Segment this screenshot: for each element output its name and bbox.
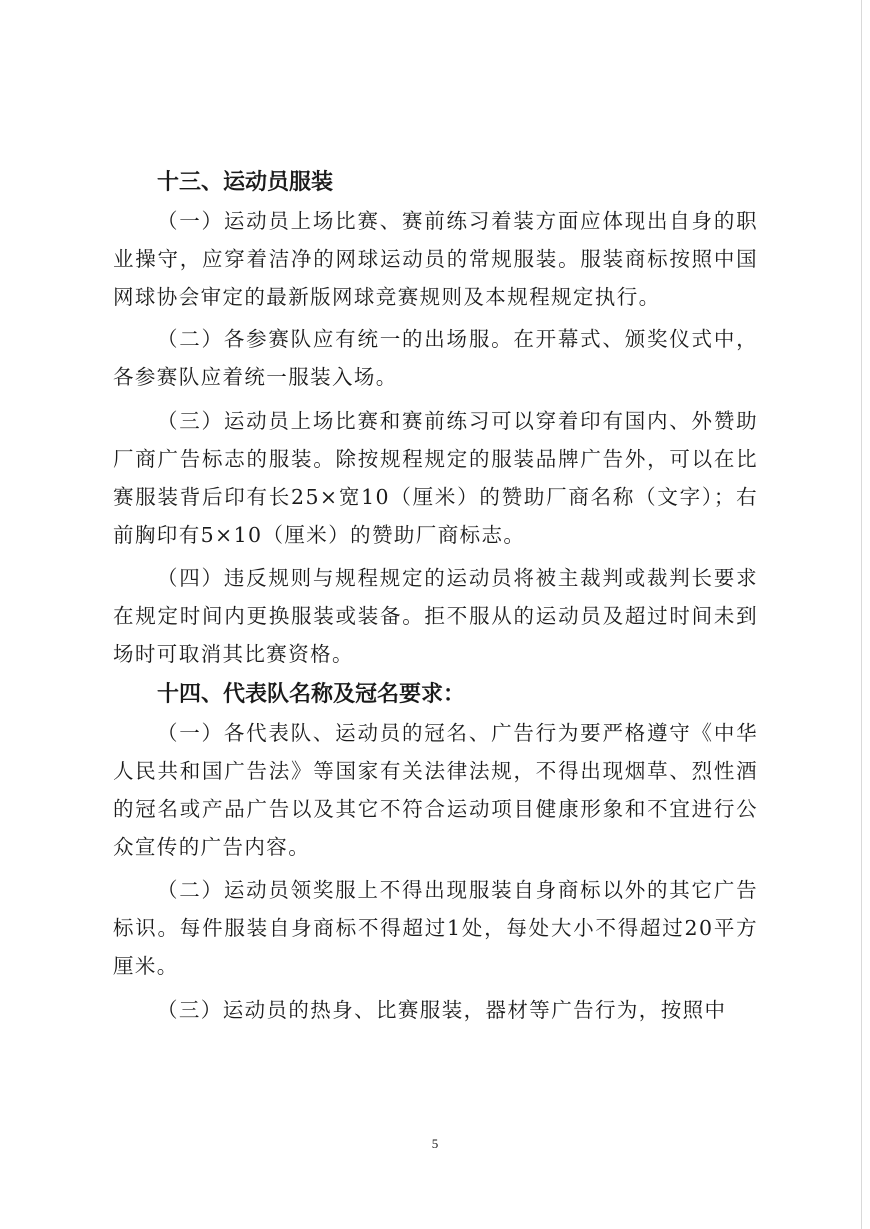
- page-number: 5: [431, 1136, 439, 1151]
- page-edge-line: [861, 0, 862, 1229]
- section-14-paragraph-3: （三）运动员的热身、比赛服装，器材等广告行为，按照中: [157, 998, 727, 1022]
- section-14-paragraph-2: （二）运动员领奖服上不得出现服装自身商标以外的其它广告标识。每件服装自身商标不得超过1处，每处大小不得超过20平方厘米。: [113, 878, 758, 978]
- section-13-paragraph-3: （三）运动员上场比赛和赛前练习可以穿着印有国内、外赞助厂商广告标志的服装。除按规程规定的服装品牌广告外，可以在比赛服装背后印有长25×宽10（厘米）的赞助厂商名称（文字）；右前胸印有5×10（厘米）的赞助厂商标志。: [113, 409, 758, 547]
- section-14-paragraph-1: （一）各代表队、运动员的冠名、广告行为要严格遵守《中华人民共和国广告法》等国家有关法律法规，不得出现烟草、烈性酒的冠名或产品广告以及其它不符合运动项目健康形象和不宜进行公众宣传的广告内容。: [113, 721, 758, 859]
- section-13-heading: 十三、运动员服装: [157, 170, 334, 195]
- document-body: [113, 164, 758, 1029]
- section-14-heading: 十四、代表队名称及冠名要求：: [157, 682, 466, 707]
- section-13-paragraph-1: （一）运动员上场比赛、赛前练习着装方面应体现出自身的职业操守，应穿着洁净的网球运动员的常规服装。服装商标按照中国网球协会审定的最新版网球竞赛规则及本规程规定执行。: [113, 209, 758, 309]
- section-13-paragraph-4: （四）违反规则与规程规定的运动员将被主裁判或裁判长要求在规定时间内更换服装或装备。拒不服从的运动员及超过时间未到场时可取消其比赛资格。: [113, 566, 758, 666]
- section-13-paragraph-2: （二）各参赛队应有统一的出场服。在开幕式、颁奖仪式中，各参赛队应着统一服装入场。: [113, 327, 758, 389]
